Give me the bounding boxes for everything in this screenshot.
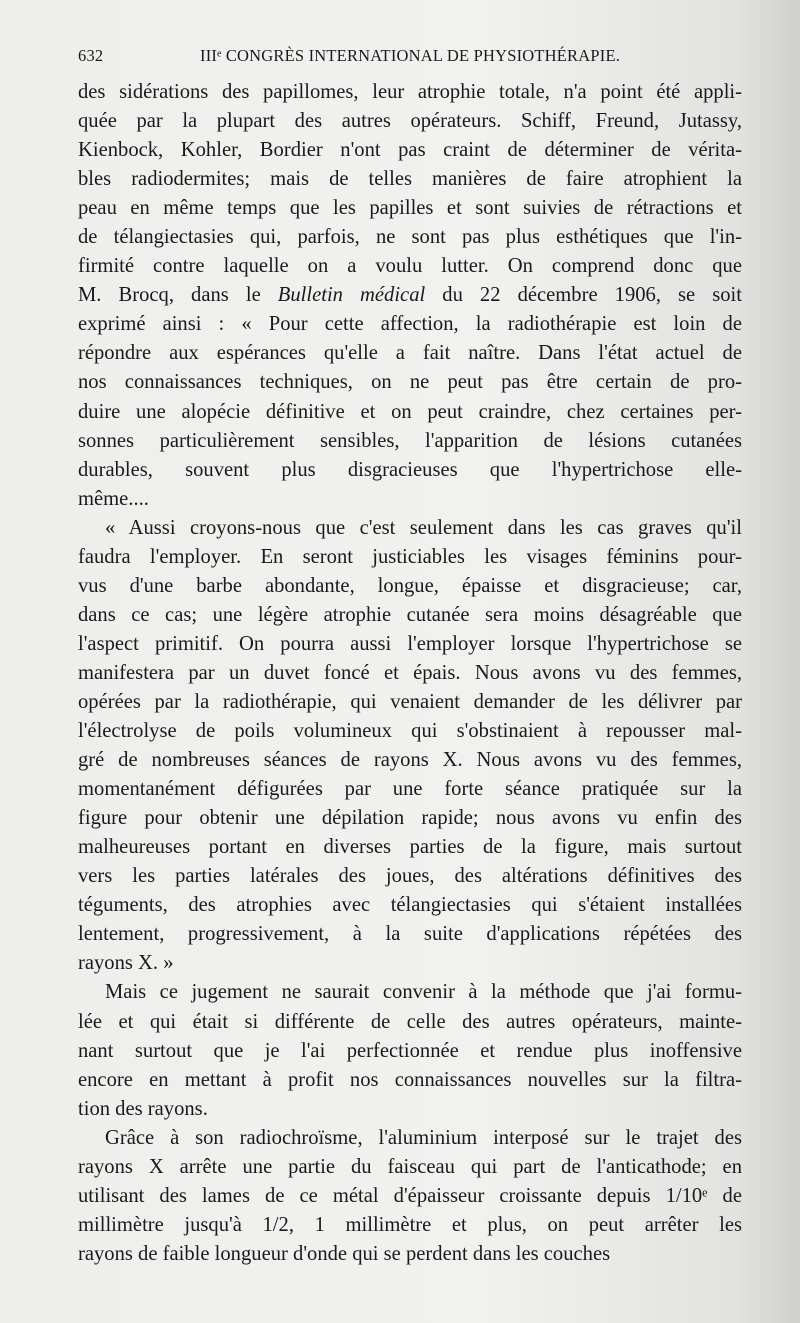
text-line: manifestera par un duvet foncé et épais. Nous avons vu des femmes,: [78, 661, 742, 684]
text-line: vers les parties latérales des joues, des altérations définitives des: [78, 865, 742, 888]
text-line: rayons de faible longueur d'onde qui se perdent dans les couches: [78, 1242, 611, 1265]
text-line: même....: [78, 487, 149, 510]
text-line: quée par la plupart des autres opérateurs. Schiff, Freund, Jutassy,: [78, 110, 742, 133]
text-line: figure pour obtenir une dépilation rapide; nous avons vu enfin des: [78, 807, 742, 830]
text-line: gré de nombreuses séances de rayons X. Nous avons vu des femmes,: [78, 749, 742, 772]
page-header: [78, 46, 744, 74]
text-line: firmité contre laquelle on a voulu lutter. On comprend donc que: [78, 255, 742, 278]
text-line: sonnes particulièrement sensibles, l'apparition de lésions cutanées: [78, 429, 742, 452]
paragraph: [78, 78, 742, 514]
text-line: utilisant des lames de ce métal d'épaisseur croissante depuis 1/10ᵉ de: [78, 1184, 742, 1207]
text-line: vus d'une barbe abondante, longue, épaisse et disgracieuse; car,: [78, 574, 742, 597]
text-line: Mais ce jugement ne saurait convenir à la méthode que j'ai formu-: [105, 981, 742, 1004]
text-line: dans ce cas; une légère atrophie cutanée sera moins désagréable que: [78, 603, 742, 626]
running-head: IIIᵉ CONGRÈS INTERNATIONAL DE PHYSIOTHÉRAPIE.: [200, 46, 621, 65]
text-line: malheureuses portant en diverses parties de la figure, mais surtout: [78, 836, 742, 859]
body-text: [78, 78, 742, 1269]
text-line: duire une alopécie définitive et on peut craindre, chez certaines per-: [78, 400, 742, 423]
text-line: peau en même temps que les papilles et sont suivies de rétractions et: [78, 197, 742, 220]
journal-title: Bulletin médical: [277, 284, 426, 307]
text-line: répondre aux espérances qu'elle a fait naître. Dans l'état actuel de: [78, 342, 742, 365]
text-line: millimètre jusqu'à 1/2, 1 millimètre et plus, on peut arrêter les: [78, 1213, 742, 1236]
text-line: durables, souvent plus disgracieuses que l'hypertrichose elle-: [78, 458, 742, 481]
text-line: nant surtout que je l'ai perfectionnée et rendue plus inoffensive: [78, 1039, 742, 1062]
text-line: l'électrolyse de poils volumineux qui s'obstinaient à repousser mal-: [78, 720, 742, 743]
text-line: l'aspect primitif. On pourra aussi l'employer lorsque l'hypertrichose se: [78, 632, 742, 655]
text-line: des sidérations des papillomes, leur atrophie totale, n'a point été appli-: [78, 81, 742, 103]
text-line: nos connaissances techniques, on ne peut pas être certain de pro-: [78, 371, 742, 394]
text-line: faudra l'employer. En seront justiciables les visages féminins pour-: [78, 545, 742, 568]
paragraph: [78, 978, 742, 1123]
text-line: M. Brocq, dans le Bulletin médical du 22 décembre 1906, se soit: [78, 284, 743, 307]
page-number: 632: [78, 46, 104, 65]
text-line: de télangiectasies qui, parfois, ne sont pas plus esthétiques que l'in-: [78, 226, 742, 249]
paragraph: [78, 514, 742, 979]
text-line: encore en mettant à profit nos connaissances nouvelles sur la filtra-: [78, 1068, 742, 1091]
text-line: rayons X arrête une partie du faisceau qui part de l'anticathode; en: [78, 1155, 742, 1178]
text-line: exprimé ainsi : « Pour cette affection, la radiothérapie est loin de: [78, 313, 742, 336]
text-line: bles radiodermites; mais de telles manières de faire atrophient la: [78, 168, 742, 191]
text-line: lentement, progressivement, à la suite d'applications répétées des: [78, 923, 742, 946]
text-line: lée et qui était si différente de celle des autres opérateurs, mainte-: [78, 1010, 742, 1033]
text-line: téguments, des atrophies avec télangiectasies qui s'étaient installées: [78, 894, 742, 917]
text-line: momentanément défigurées par une forte séance pratiquée sur la: [78, 778, 742, 801]
text-line: opérées par la radiothérapie, qui venaient demander de les délivrer par: [78, 690, 742, 713]
text-line: rayons X. »: [78, 952, 174, 975]
text-line: tion des rayons.: [78, 1097, 208, 1120]
text-line: Kienbock, Kohler, Bordier n'ont pas craint de déterminer de vérita-: [78, 139, 742, 162]
text-line: « Aussi croyons-nous que c'est seulement dans les cas graves qu'il: [105, 516, 742, 539]
text-line: Grâce à son radiochroïsme, l'aluminium interposé sur le trajet des: [105, 1126, 742, 1149]
paragraph: [78, 1124, 742, 1269]
